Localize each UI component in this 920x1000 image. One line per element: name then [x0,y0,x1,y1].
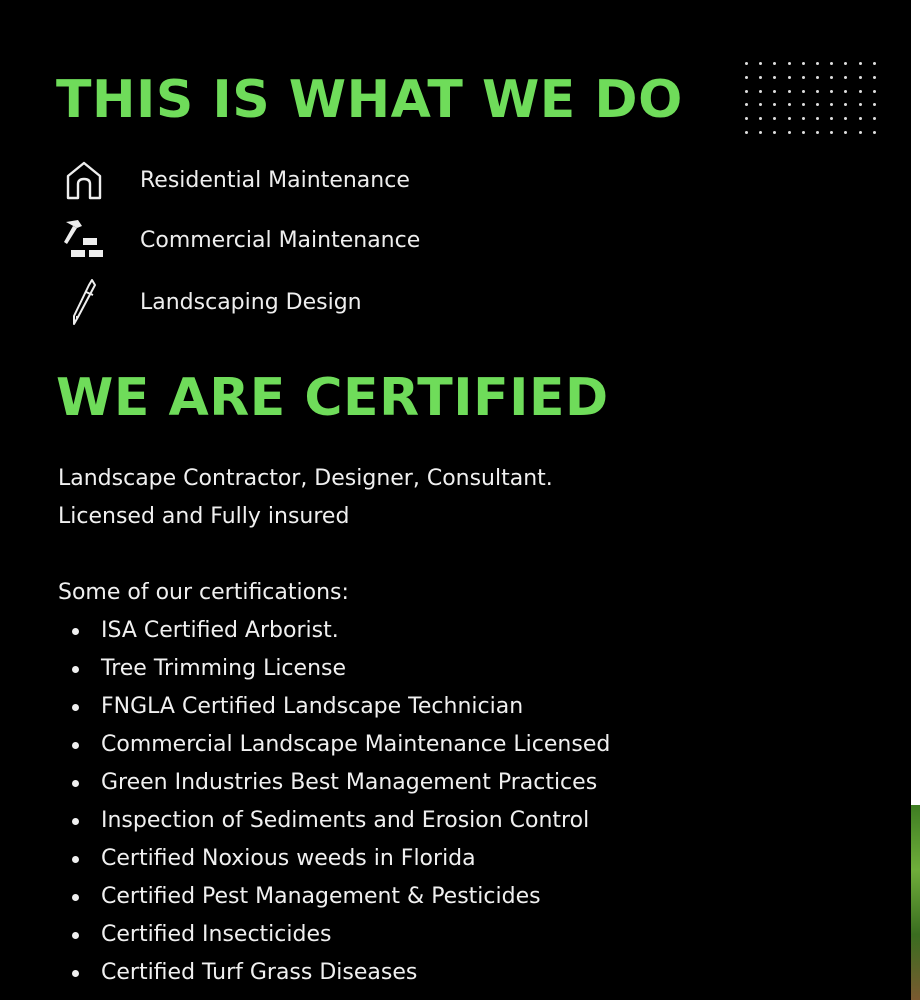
dot [745,103,748,106]
dot [759,117,762,120]
dot [773,76,776,79]
dot [844,103,847,106]
side-photo-strip [911,805,920,1000]
dot [873,76,876,79]
dot [844,90,847,93]
dot [830,117,833,120]
list-item: Certified Pest Management & Pesticides [58,878,610,916]
dot [830,131,833,134]
dot [802,90,805,93]
list-item: Certified Turf Grass Diseases [58,954,610,992]
dot [816,62,819,65]
dot [788,131,791,134]
dot [745,76,748,79]
list-item: FNGLA Certified Landscape Technician [58,688,610,726]
dot [844,62,847,65]
list-item: Inspection of Sediments and Erosion Control [58,802,610,840]
dot [788,62,791,65]
dot-grid-decoration [745,62,877,135]
dot [830,76,833,79]
dot [802,103,805,106]
dot [759,131,762,134]
service-label: Residential Maintenance [140,167,410,193]
pen-icon [60,280,108,324]
dot [844,117,847,120]
dot [788,76,791,79]
dot [844,131,847,134]
dot [830,62,833,65]
dot [759,76,762,79]
intro-line-1: Landscape Contractor, Designer, Consultant. [58,466,553,491]
list-item: Tree Trimming License [58,650,610,688]
dot [816,103,819,106]
hammer-bricks-icon [60,218,108,262]
dot [802,117,805,120]
dot [802,76,805,79]
certified-heading: WE ARE CERTIFIED [56,368,609,428]
dot [802,62,805,65]
list-item: Green Industries Best Management Practices [58,764,610,802]
list-item: Commercial Landscape Maintenance Licensed [58,726,610,764]
service-label: Landscaping Design [140,289,362,315]
dot [759,90,762,93]
dot [745,90,748,93]
dot [859,76,862,79]
dot [859,117,862,120]
dot [816,131,819,134]
service-label: Commercial Maintenance [140,227,421,253]
house-icon [60,158,108,202]
certifications-list [58,612,610,992]
dot [873,103,876,106]
services-heading: THIS IS WHAT WE DO [56,70,683,130]
dot [830,90,833,93]
dot [859,62,862,65]
dot [830,103,833,106]
list-item: Certified Noxious weeds in Florida [58,840,610,878]
dot [844,76,847,79]
dot [773,62,776,65]
certifications-intro: Some of our certifications: [58,580,349,605]
dot [773,103,776,106]
dot [773,131,776,134]
dot [788,117,791,120]
dot [816,117,819,120]
dot [773,90,776,93]
dot [859,90,862,93]
dot [859,103,862,106]
service-item-residential [60,158,410,202]
dot [745,62,748,65]
dot [816,90,819,93]
dot [745,131,748,134]
dot [788,90,791,93]
intro-line-2: Licensed and Fully insured [58,504,350,529]
dot [873,117,876,120]
dot [802,131,805,134]
service-item-design [60,280,362,324]
service-item-commercial [60,218,421,262]
dot [788,103,791,106]
dot [745,117,748,120]
dot [759,62,762,65]
dot [759,103,762,106]
dot [873,131,876,134]
dot [873,90,876,93]
dot [859,131,862,134]
dot [773,117,776,120]
dot [873,62,876,65]
list-item: Certified Insecticides [58,916,610,954]
list-item: ISA Certified Arborist. [58,612,610,650]
dot [816,76,819,79]
